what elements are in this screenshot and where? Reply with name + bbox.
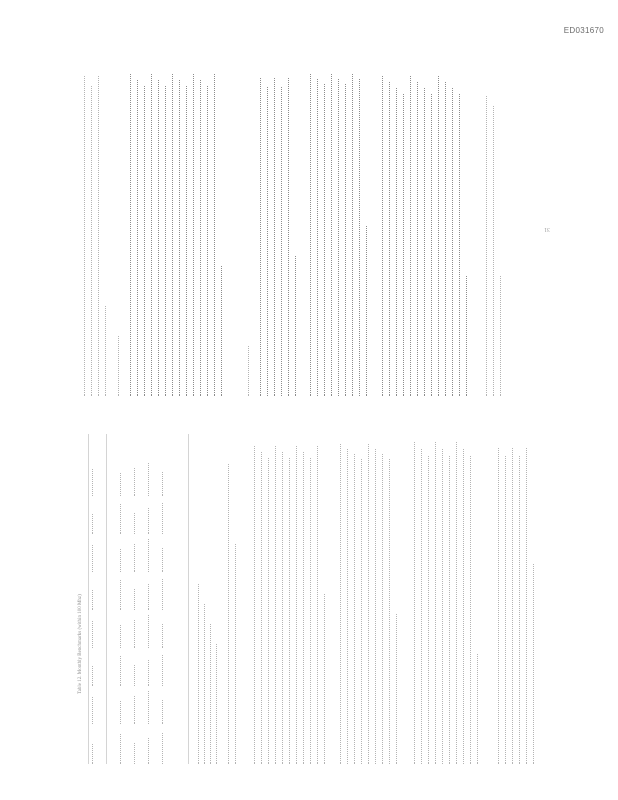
text-line xyxy=(456,442,458,764)
text-line xyxy=(92,514,94,534)
text-line xyxy=(338,79,340,396)
text-line xyxy=(158,80,160,396)
text-line xyxy=(162,700,164,724)
text-line xyxy=(442,449,444,764)
text-line xyxy=(134,665,136,686)
text-line xyxy=(120,504,122,534)
text-line xyxy=(148,660,150,686)
text-line xyxy=(438,76,440,396)
text-line xyxy=(347,449,349,764)
table-column xyxy=(88,572,188,610)
text-line xyxy=(198,584,200,764)
text-line xyxy=(477,654,479,764)
text-line xyxy=(345,84,347,396)
text-line xyxy=(120,625,122,648)
text-line xyxy=(148,463,150,496)
text-line xyxy=(470,456,472,764)
rotated-page-content xyxy=(78,42,550,764)
text-line xyxy=(92,621,94,648)
text-line xyxy=(92,697,94,724)
text-line xyxy=(281,87,283,396)
right-column xyxy=(78,66,546,396)
text-line xyxy=(162,624,164,648)
text-line xyxy=(134,513,136,534)
table-column xyxy=(88,496,188,534)
table-column xyxy=(88,610,188,648)
text-line xyxy=(435,442,437,764)
text-line xyxy=(130,74,132,396)
text-line xyxy=(317,446,319,764)
text-line xyxy=(144,86,146,396)
text-line xyxy=(120,734,122,764)
text-line xyxy=(526,448,528,764)
text-line xyxy=(151,74,153,396)
text-line xyxy=(248,346,250,396)
text-line xyxy=(417,82,419,396)
text-line xyxy=(148,508,150,534)
text-line xyxy=(120,580,122,610)
table-column xyxy=(88,648,188,686)
text-line xyxy=(165,86,167,396)
text-line xyxy=(228,464,230,764)
text-line xyxy=(193,74,195,396)
text-line xyxy=(354,454,356,764)
text-line xyxy=(92,469,94,496)
text-line xyxy=(275,446,277,764)
text-line xyxy=(389,459,391,764)
text-line xyxy=(352,74,354,396)
text-line xyxy=(396,614,398,764)
text-line xyxy=(317,79,319,396)
text-line xyxy=(512,448,514,764)
text-line xyxy=(221,266,223,396)
text-line xyxy=(162,548,164,572)
text-line xyxy=(162,655,164,686)
benchmark-table xyxy=(88,434,188,764)
text-line xyxy=(105,306,107,396)
text-line xyxy=(375,449,377,764)
text-line xyxy=(274,78,276,396)
text-line xyxy=(310,458,312,764)
table-column xyxy=(88,458,188,496)
document-id: ED031670 xyxy=(563,26,604,35)
text-line xyxy=(459,94,461,396)
text-line xyxy=(172,74,174,396)
text-line xyxy=(445,82,447,396)
table-column xyxy=(88,726,188,764)
text-line xyxy=(260,78,262,396)
text-line xyxy=(410,76,412,396)
text-line xyxy=(148,584,150,610)
text-line xyxy=(498,448,500,764)
text-line xyxy=(261,452,263,764)
text-line xyxy=(288,78,290,396)
text-line xyxy=(120,549,122,572)
text-line xyxy=(431,94,433,396)
text-line xyxy=(200,80,202,396)
text-line xyxy=(186,86,188,396)
text-line xyxy=(428,456,430,764)
text-line xyxy=(324,84,326,396)
text-line xyxy=(519,456,521,764)
text-line xyxy=(148,691,150,724)
text-line xyxy=(134,468,136,496)
text-line xyxy=(296,446,298,764)
text-line xyxy=(134,743,136,764)
text-line xyxy=(533,564,535,764)
text-line xyxy=(235,544,237,764)
table-column xyxy=(88,686,188,724)
text-line xyxy=(310,74,312,396)
text-line xyxy=(389,82,391,396)
text-line xyxy=(254,446,256,764)
page-number: 31 xyxy=(544,226,550,232)
text-line xyxy=(92,590,94,610)
text-line xyxy=(162,472,164,496)
table-column xyxy=(88,534,188,572)
text-line xyxy=(500,276,502,396)
text-line xyxy=(134,696,136,724)
text-line xyxy=(216,644,218,764)
table-rule xyxy=(106,434,107,764)
text-line xyxy=(403,94,405,396)
text-line xyxy=(84,76,86,396)
text-line xyxy=(303,452,305,764)
text-line xyxy=(120,473,122,496)
text-line xyxy=(324,594,326,764)
text-line xyxy=(382,76,384,396)
text-line xyxy=(148,615,150,648)
text-line xyxy=(452,88,454,396)
text-line xyxy=(92,545,94,572)
text-line xyxy=(505,456,507,764)
text-line xyxy=(148,738,150,764)
table-rule xyxy=(188,434,189,764)
text-line xyxy=(92,744,94,764)
text-line xyxy=(120,701,122,724)
text-line xyxy=(162,579,164,610)
text-line xyxy=(148,539,150,572)
left-column xyxy=(78,434,546,764)
text-line xyxy=(210,624,212,764)
text-line xyxy=(340,444,342,764)
text-line xyxy=(396,88,398,396)
text-line xyxy=(424,88,426,396)
text-line xyxy=(493,106,495,396)
text-line xyxy=(137,80,139,396)
text-line xyxy=(162,503,164,534)
text-line xyxy=(204,604,206,764)
text-line xyxy=(359,79,361,396)
text-line xyxy=(118,336,120,396)
text-line xyxy=(331,74,333,396)
text-line xyxy=(414,442,416,764)
text-line xyxy=(92,666,94,686)
table-caption: Table 12. Monthly Benchmarks (within 100 Mhz) xyxy=(78,594,83,694)
text-line xyxy=(466,276,468,396)
text-line xyxy=(268,458,270,764)
text-line xyxy=(366,226,368,396)
text-line xyxy=(368,444,370,764)
text-line xyxy=(449,456,451,764)
text-line xyxy=(134,544,136,572)
text-line xyxy=(134,620,136,648)
text-line xyxy=(486,96,488,396)
text-line xyxy=(382,454,384,764)
text-line xyxy=(295,256,297,396)
text-line xyxy=(282,452,284,764)
text-line xyxy=(361,459,363,764)
text-line xyxy=(98,76,100,396)
text-line xyxy=(463,449,465,764)
text-line xyxy=(267,87,269,396)
text-line xyxy=(421,449,423,764)
text-line xyxy=(91,86,93,396)
text-line xyxy=(214,74,216,396)
text-line xyxy=(207,86,209,396)
text-line xyxy=(179,80,181,396)
text-line xyxy=(134,589,136,610)
table-rule xyxy=(88,434,89,764)
text-line xyxy=(162,733,164,764)
text-line xyxy=(120,656,122,686)
text-line xyxy=(289,458,291,764)
